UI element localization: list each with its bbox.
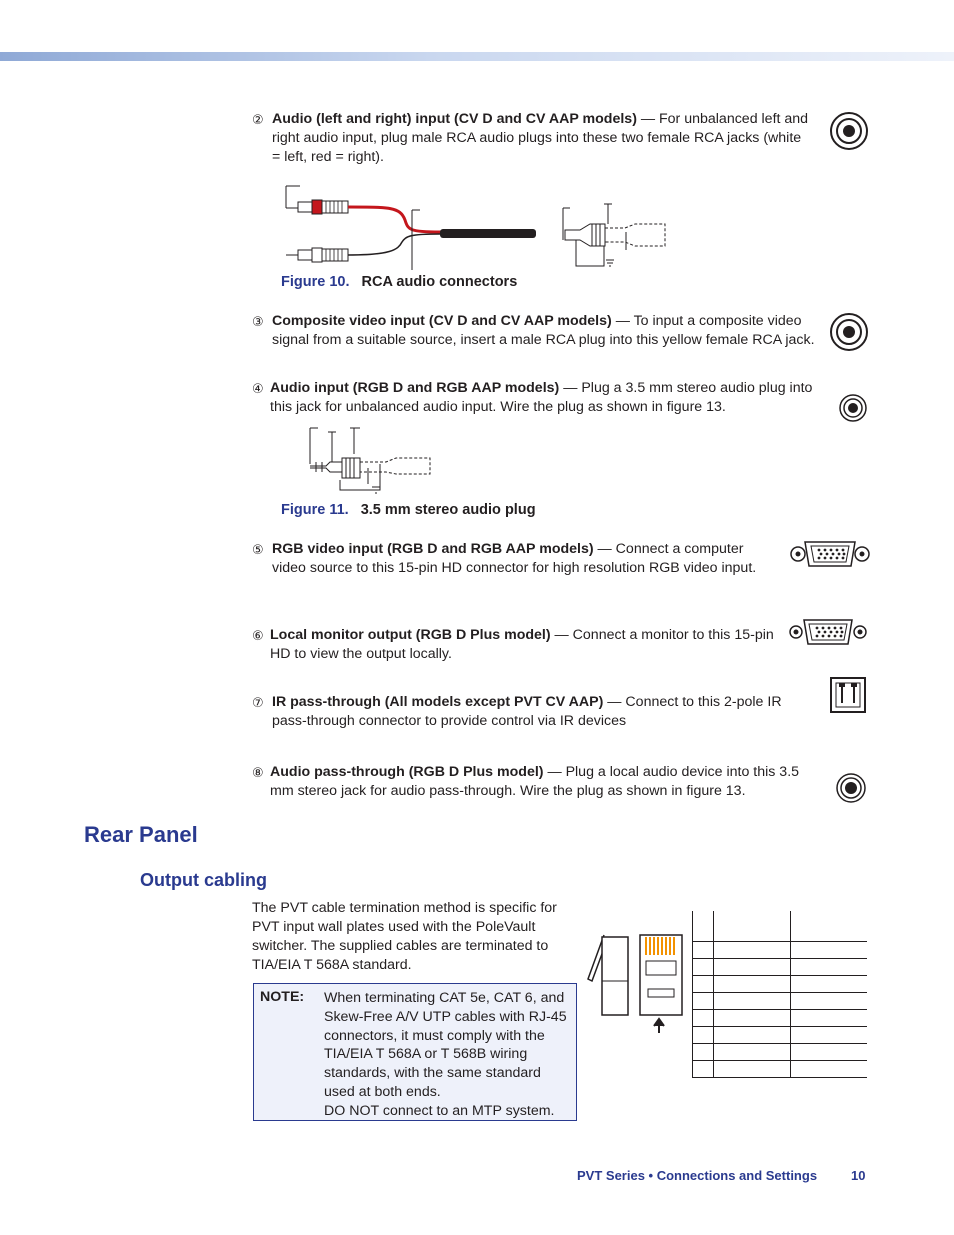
item-number: ⑤ <box>252 542 264 557</box>
table-row <box>693 942 868 959</box>
table-row <box>693 911 868 942</box>
figure-10-caption <box>281 274 517 290</box>
item-number: ③ <box>252 314 264 329</box>
item-title: Audio input (RGB D and RGB AAP models) <box>270 380 560 396</box>
table-row <box>693 959 868 976</box>
item-text: — Connect a monitor to this 15-pin HD to view the output locally. <box>270 627 774 662</box>
stereo-plug-drawing <box>306 424 436 499</box>
page-number: 10 <box>851 1168 866 1183</box>
item-text: — For unbalanced left and right audio input, plug male RCA audio plugs into these two female RCA jacks (white = left, red = right). <box>272 111 809 165</box>
item-number: ⑥ <box>252 628 264 643</box>
item-title: IR pass-through (All models except PVT CV AAP) <box>272 694 604 710</box>
note-box <box>253 983 577 1121</box>
figure-label: Figure 10. <box>281 274 350 290</box>
note-label: NOTE: <box>260 989 305 1005</box>
table-row <box>693 1044 868 1061</box>
table-row <box>693 976 868 993</box>
note-text: When terminating CAT 5e, CAT 6, and Skew-Free A/V UTP cables with RJ-45 connectors, it must comply with the TIA/EIA T 568A or T 568B wiring standards, with the same standard used at both ends. DO NOT connect to an MTP system. <box>324 990 567 1119</box>
item-title: RGB video input (RGB D and RGB AAP models) <box>272 541 594 557</box>
hd15-connector-icon <box>787 616 869 648</box>
stereo-jack-icon <box>835 772 867 804</box>
item-number: ⑦ <box>252 695 264 710</box>
rca-connectors-drawing <box>280 180 680 270</box>
figure-11-caption <box>281 502 536 518</box>
header-band <box>0 52 954 61</box>
item-text: — Plug a 3.5 mm stereo audio plug into this jack for unbalanced audio input. Wire the plug as shown in figure 13. <box>270 380 813 415</box>
item-number: ⑧ <box>252 765 264 780</box>
table-row <box>693 993 868 1010</box>
figure-caption: 3.5 mm stereo audio plug <box>360 502 536 518</box>
rca-jack-icon <box>829 312 869 352</box>
item-text: — Connect a computer video source to this 15-pin HD connector for high resolution RGB video input. <box>272 541 757 576</box>
table-row <box>693 1061 868 1078</box>
ir-connector-icon <box>830 677 866 713</box>
item-text: — To input a composite video signal from a suitable source, insert a male RCA plug into this yellow female RCA jack. <box>272 313 815 348</box>
rca-jack-icon <box>829 111 869 151</box>
figure-label: Figure 11. <box>281 502 349 518</box>
item-title: Local monitor output (RGB D Plus model) <box>270 627 551 643</box>
section-title: Rear Panel <box>84 822 198 847</box>
figure-caption: RCA audio connectors <box>361 274 518 290</box>
pin-table <box>692 911 867 1078</box>
item-number: ④ <box>252 381 264 396</box>
item-text: — Connect to this 2-pole IR pass-through connector to provide control via IR devices <box>272 694 782 729</box>
item-number: ② <box>252 112 264 127</box>
hd15-connector-icon <box>789 538 871 570</box>
table-row <box>693 1027 868 1044</box>
rj45-connector-drawing <box>584 929 688 1039</box>
stereo-jack-icon <box>838 393 868 423</box>
output-cabling-paragraph: The PVT cable termination method is specific for PVT input wall plates used with the PoleVault switcher. The supplied cables are terminated to TIA/EIA T 568A standard. <box>252 900 557 973</box>
item-text: — Plug a local audio device into this 3.5 mm stereo jack for audio pass-through. Wire the plug as shown in figure 13. <box>270 764 800 799</box>
footer-series: PVT Series • Connections and Settings <box>577 1168 818 1183</box>
item-title: Composite video input (CV D and CV AAP models) <box>272 313 612 329</box>
subsection-title: Output cabling <box>140 870 267 890</box>
item-title: Audio (left and right) input (CV D and CV AAP models) <box>272 111 637 127</box>
item-title: Audio pass-through (RGB D Plus model) <box>270 764 544 780</box>
table-row <box>693 1010 868 1027</box>
